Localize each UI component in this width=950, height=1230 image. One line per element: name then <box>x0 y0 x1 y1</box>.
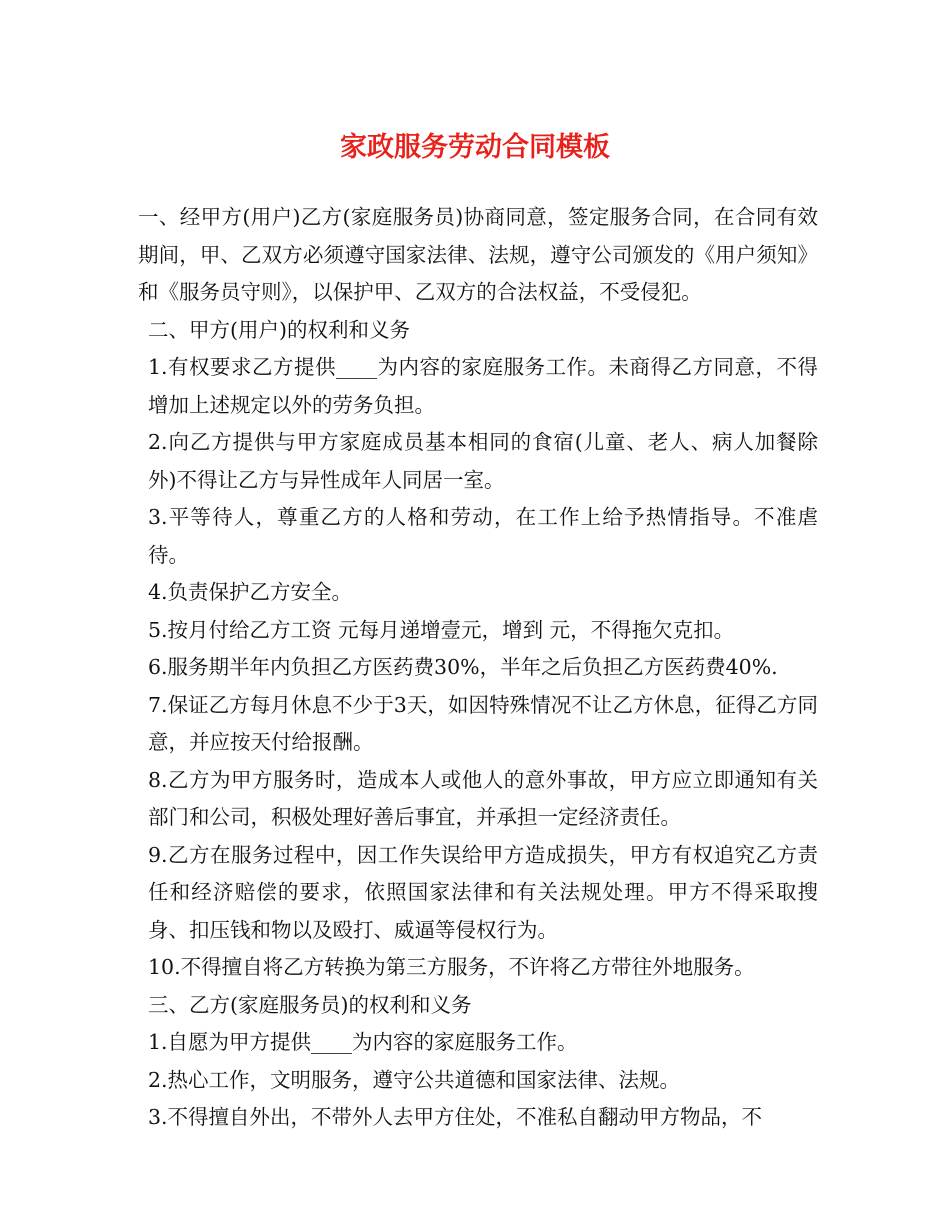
clause-a-10: 10.不得擅自将乙方转换为第三方服务，不许将乙方带往外地服务。 <box>148 955 755 979</box>
clause-a-4: 4.负责保护乙方安全。 <box>148 580 353 604</box>
clause-a-6: 6.服务期半年内负担乙方医药费30%，半年之后负担乙方医药费40%. <box>148 655 778 679</box>
clause-b-2: 2.热心工作，文明服务，遵守公共道德和国家法律、法规。 <box>148 1067 681 1092</box>
clause-a-3: 3.平等待人，尊重乙方的人格和劳动，在工作上给予热情指导。不准虐待。 <box>148 505 818 567</box>
clause-a-2: 2.向乙方提供与甲方家庭成员基本相同的食宿(儿童、老人、病人加餐除外)不得让乙方与异性成年人同居一室。 <box>148 430 818 492</box>
document-body <box>138 199 818 1137</box>
clause-a-1: 1.有权要求乙方提供____为内容的家庭服务工作。未商得乙方同意，不得增加上述规定以外的劳务负担。 <box>148 355 818 417</box>
clause-a-5: 5.按月付给乙方工资 元每月递增壹元，增到 元，不得拖欠克扣。 <box>148 617 735 642</box>
clause-a-7: 7.保证乙方每月休息不少于3天，如因特殊情况不让乙方休息，征得乙方同意，并应按天付给报酬。 <box>148 692 818 754</box>
clause-a-9: 9.乙方在服务过程中，因工作失误给甲方造成损失，甲方有权追究乙方责任和经济赔偿的要求，依照国家法律和有关法规处理。甲方不得采取搜身、扣压钱和物以及殴打、威逼等侵权行为。 <box>148 842 818 942</box>
clause-b-1: 1.自愿为甲方提供____为内容的家庭服务工作。 <box>148 1030 578 1054</box>
document-title: 家政服务劳动合同模板 <box>340 132 610 163</box>
section-heading-party-a: 二、甲方(用户)的权利和义务 <box>148 317 410 342</box>
clause-a-8: 8.乙方为甲方服务时，造成本人或他人的意外事故，甲方应立即通知有关部门和公司，积极处理好善后事宜，并承担一定经济责任。 <box>148 767 818 829</box>
paragraph-intro: 一、经甲方(用户)乙方(家庭服务员)协商同意，签定服务合同，在合同有效期间，甲、乙双方必须遵守国家法律、法规，遵守公司颁发的《用户须知》和《服务员守则》，以保护甲、乙双方的合法权益，不受侵犯。 <box>138 205 818 304</box>
clause-b-3: 3.不得擅自外出，不带外人去甲方住处，不准私自翻动甲方物品，不 <box>148 1105 763 1129</box>
section-heading-party-b: 三、乙方(家庭服务员)的权利和义务 <box>148 992 472 1017</box>
